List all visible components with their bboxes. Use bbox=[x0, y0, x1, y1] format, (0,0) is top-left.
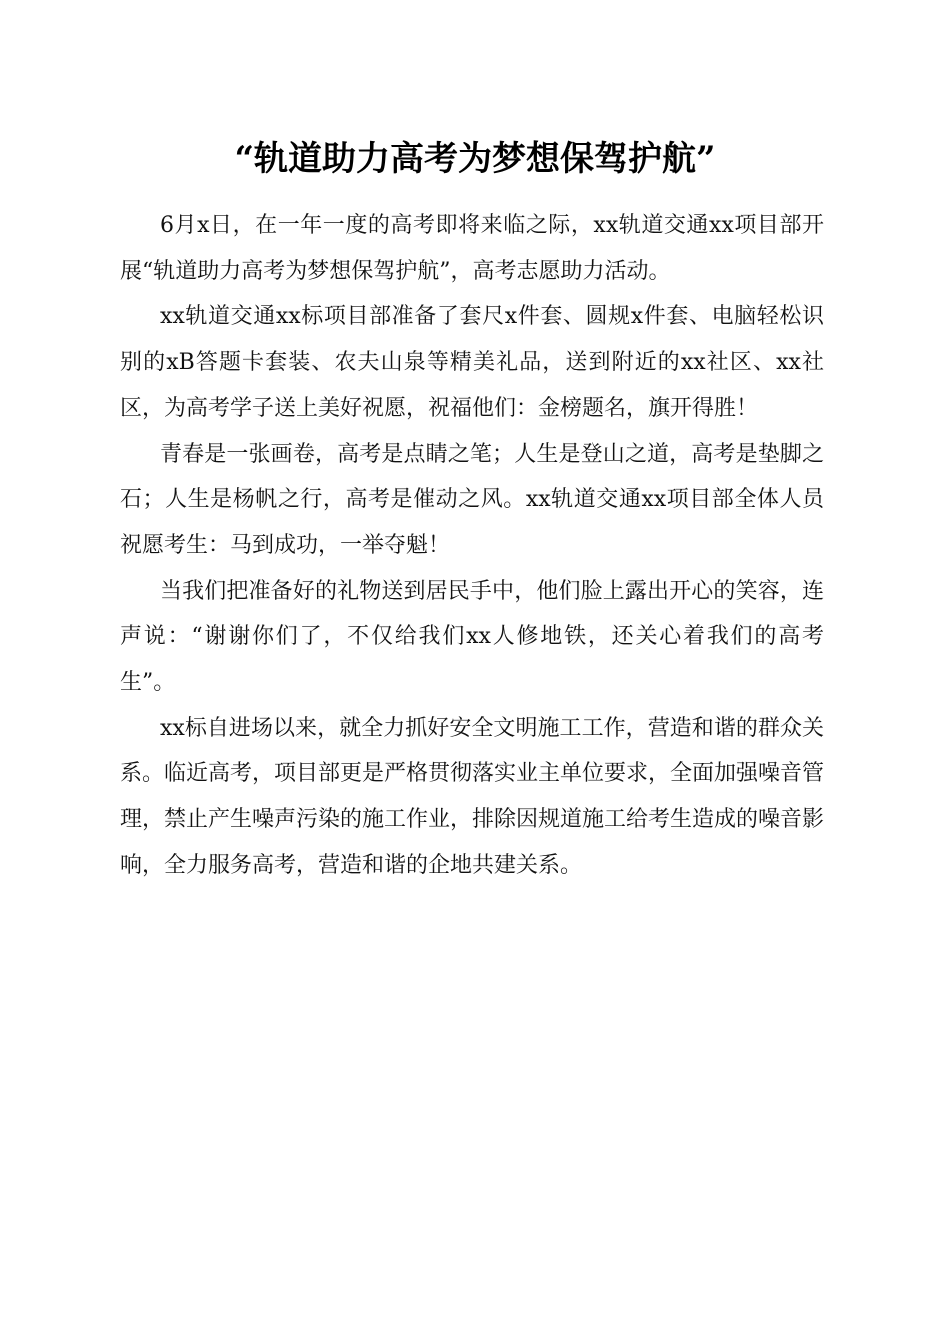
paragraph-4: 当我们把准备好的礼物送到居民手中，他们脸上露出开心的笑容，连声说：“谢谢你们了，不仅给我们xx人修地铁，还关心着我们的高考生”。 bbox=[120, 578, 824, 696]
document-title: “轨道助力高考为梦想保驾护航” bbox=[234, 139, 716, 179]
paragraph-2: xx轨道交通xx标项目部准备了套尺x件套、圆规x件套、电脑轻松识别的xB答题卡套装、农夫山泉等精美礼品，送到附近的xx社区、xx社区，为高考学子送上美好祝愿，祝福他们：金榜题名，旗开得胜！ bbox=[120, 304, 824, 421]
paragraph-5: xx标自进场以来，就全力抓好安全文明施工工作，营造和谐的群众关系。临近高考，项目部更是严格贯彻落实业主单位要求，全面加强噪音管理，禁止产生噪声污染的施工作业，排除因规道施工给考生造成的噪音影响，全力服务高考，营造和谐的企地共建关系。 bbox=[120, 715, 825, 878]
paragraph-1: 6月x日，在一年一度的高考即将来临之际，xx轨道交通xx项目部开展“轨道助力高考为梦想保驾护航”，高考志愿助力活动。 bbox=[120, 213, 824, 284]
paragraph-3: 青春是一张画卷，高考是点睛之笔；人生是登山之道，高考是垫脚之石；人生是杨帆之行，高考是催动之风。xx轨道交通xx项目部全体人员祝愿考生：马到成功，一举夺魁！ bbox=[120, 441, 824, 558]
document-body bbox=[120, 203, 824, 889]
